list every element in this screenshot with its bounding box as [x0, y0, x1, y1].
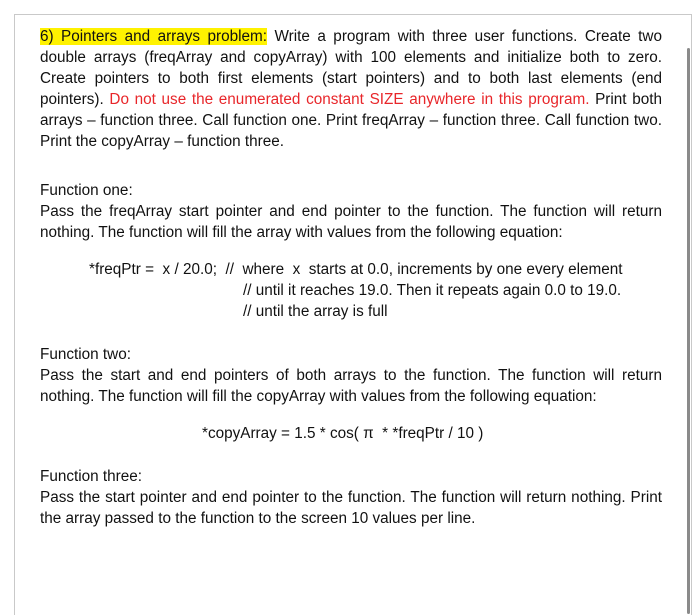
function-three-heading: Function three: [40, 468, 143, 485]
equation-comment-line-2: // until it reaches 19.0. Then it repeats again 0.0 to 19.0. [243, 282, 622, 299]
function-one-equation [40, 259, 662, 322]
problem-intro-part-1: Write a program with three user functions. Create two double arrays (freqArray and copyArray) with 100 elements and initialize both to zero. Create pointers to both first elements (start pointers) and to both last elements (end pointers). [40, 28, 662, 108]
vertical-scrollbar[interactable] [687, 48, 690, 614]
function-three-description: Pass the start pointer and end pointer to the function. The function will return nothing. Print the array passed to the function to the screen 10 values per line. [40, 489, 662, 527]
function-two-description: Pass the start and end pointers of both arrays to the function. The function will return nothing. The function will fill the copyArray with values from the following equation: [40, 367, 662, 405]
function-one-description: Pass the freqArray start pointer and end pointer to the function. The function will return nothing. The function will fill the array with values from the following equation: [40, 203, 662, 241]
assignment-text [40, 26, 662, 529]
problem-intro-part-2: Print both arrays – function three. Call function one. Print freqArray – function three. Call function two. Print the copyArray – function three. [40, 91, 662, 150]
copy-array-equation: *copyArray = 1.5 * cos( π * *freqPtr / 10 ) [202, 425, 484, 442]
problem-label: 6) Pointers and arrays problem: [40, 28, 268, 45]
problem-statement [40, 26, 662, 152]
function-two-heading: Function two: [40, 346, 131, 363]
equation-comment-line-3: // until the array is full [243, 303, 388, 320]
size-constant-warning: Do not use the enumerated constant SIZE anywhere in this program. [109, 91, 590, 108]
function-one-heading: Function one: [40, 182, 133, 199]
equation-line-1: *freqPtr = x / 20.0; // where x starts at 0.0, increments by one every element [89, 261, 623, 278]
